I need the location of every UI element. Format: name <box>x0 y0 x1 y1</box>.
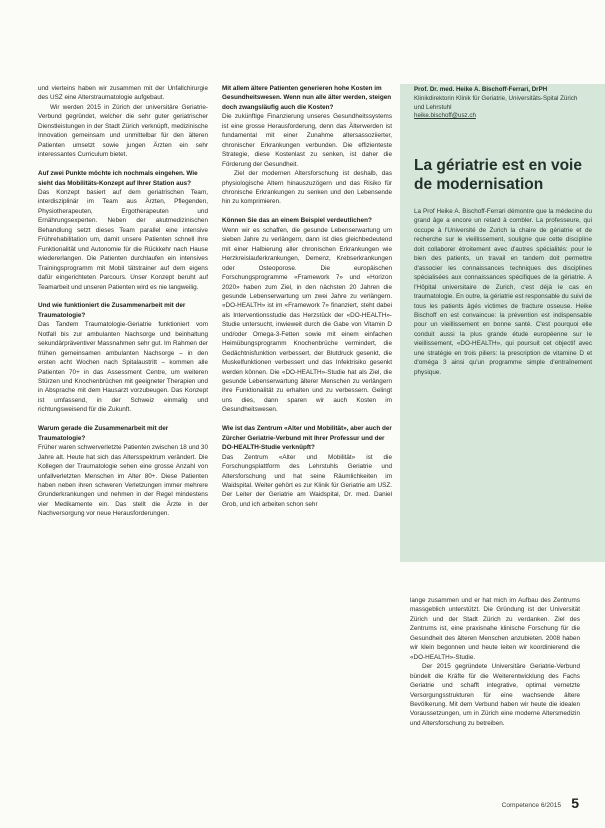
paragraph: Wir werden 2015 in Zürich der universitäre Geriatrie-Verbund gegründet, welcher die sehr guter geriatrischer Dienstleistungen in der Stadt Zürich verknüpft, medizinische Innovation gemeinsam und unmittelbar für den älteren Patienten umsetzt sowie jungen Ärzten ein sehr interessantes Curriculum bietet. <box>38 103 208 159</box>
author-name: Prof. Dr. med. Heike A. Bischoff-Ferrari, DrPH <box>414 86 548 93</box>
interview-question: Warum gerade die Zusammenarbeit mit der Traumatologie? <box>38 425 169 442</box>
article-column-1 <box>38 84 208 519</box>
author-info <box>414 86 586 121</box>
interview-answer: Das Konzept basiert auf dem geriatrischen Team, interdisziplinär im Team aus Ärzten, Pflegenden, Physiotherapeuten, Ergotherapeuten und Ernährungsexperten. Neben der akutmedizinischen Behandlung setzt dieses Team parallel eine intensive Frührehabilitation um, damit unsere Patienten schnell ihre Funktionalität und Autonomie für die Rückkehr nach Hause wiedererlangen. Die Patienten durchlaufen ein intensives Trainingsprogramm mit Mobil tätstrainer auf dem eigens dafür eingerichteten Parcours. Unser Konzept beruht auf Teamarbeit und unseren Patienten wird es nie langweilig. <box>38 188 208 291</box>
interview-answer: Die zukünftige Finanzierung unseres Gesundheitssystems ist eine grosse Herausforderung, denn das Älterwerden ist fundamental mit einer Zunahme altersassoziierter, chronischer Erkrankungen verbunden. Die effizienteste Strategie, diese Kostenlast zu senken, ist daher die Förderung der Gesundheit. <box>222 113 392 168</box>
article-column-2 <box>222 84 392 509</box>
page-number: 5 <box>571 795 579 811</box>
interview-answer: Das Zentrum «Alter und Mobilität» ist die Forschungsplattform des Lehrstuhls Geriatrie und Altersforschung und hat seine Räumlichkeiten im Waidspital. Weiter gehört es zur Klinik für Geriatrie am USZ. Der Leiter der Geriatrie am Waidspital, Dr. med. Daniel Grob, und ich arbeiten schon sehr <box>222 453 392 508</box>
interview-question: Mit allem ältere Patienten generieren hohe Kosten im Gesundheitswesen. Wenn nun alle älter werden, steigen doch zwangsläufig auch die Kosten? <box>222 85 392 111</box>
box-title: La gériatrie est en voie de modernisation <box>414 157 582 193</box>
author-role: Klinikdirektorin Klinik für Geriatrie, Universitäts-Spital Zürich und Lehrstuhl <box>414 94 578 111</box>
paragraph: und vierteins haben wir zusammen mit der Unfallchirurgie des USZ eine Alterstraumatologie aufgebaut. <box>38 85 208 102</box>
interview-question: Wie ist das Zentrum «Alter und Mobilität», aber auch der Zürcher Geriatrie-Verbund mit Ihrer Professur und der DO-HEALTH-Studie verknüpft? <box>222 425 392 452</box>
author-email-link[interactable]: heike.bischoff@usz.ch <box>414 112 476 120</box>
publication-footer: Competence 6/2015 <box>501 802 561 809</box>
interview-answer: Ziel der modernen Altersforschung ist deshalb, das physiologische Altern hinauszuzögern und das Risiko für chronische Erkrankungen zu senken und den Lebensende hin zu komprimieren. <box>222 170 392 206</box>
article-column-3 <box>410 596 580 728</box>
interview-answer: Früher waren schwerverletzte Patienten zwischen 18 und 30 Jahre alt. Heute hat sich das Altersspektrum verändert. Die Kollegen der Traumatologie sehen eine grosse Anzahl von unfallverletzten Menschen im Alter 80+. Diese Patienten haben neben ihren schweren Verletzungen immer mehrere Grunderkrankungen und nehmen in der Regel mindestens vier Medikamente ein. Das stellt die Ärzte in der Nachversorgung vor neue Herausforderungen. <box>38 444 208 518</box>
interview-question: Auf zwei Punkte möchte ich nochmals eingehen. Wie sieht das Mobilitäts-Konzept auf Ihrer Station aus? <box>38 170 198 187</box>
paragraph: lange zusammen und er hat mich im Aufbau des Zentrums massgeblich unterstützt. Die Gründung ist der Universität Zürich und der Stadt Zürich zu verdanken. Ziel des Zentrums ist, eine praxisnahe klinische Forschung für die Gesundheit des älteren Menschen anzubieten. 2008 haben wir klein begonnen und heute leiten wir koordinierend die «DO-HEALTH»-Studie. <box>410 597 580 661</box>
box-body <box>414 207 592 377</box>
paragraph: Der 2015 gegründete Universitäre Geriatrie-Verbund bündelt die Kräfte für die Weiterentwicklung des Fachs Geriatrie und schafft integrative, optimal vernetzte Versorgungsstrukturen für eine wachsende ältere Bevölkerung. Mit dem Verbund haben wir heute die idealen Voraussetzungen, um in Zürich eine moderne Altersmedizin und Altersforschung zu betreiben. <box>410 663 580 727</box>
interview-answer: Wenn wir es schaffen, die gesunde Lebenserwartung um sieben Jahre zu verlängern, dann ist dies gleichbedeutend mit einer Halbierung aller chronischen Erkrankungen wie Herzkreislauferkrankungen, Demenz, Krebserkrankungen oder Osteoporose. Die europäischen Forschungsprogramme «Framework 7» und «Horizon 2020» haben zum Ziel, in den nächsten 20 Jahren die gesunde Lebenserwartung um zwei Jahre zu verlängern. «DO-HEALTH» ist im «Framework 7» finanziert, steht dabei als Interventionsstudie das Herzstück der «DO-HEALTH»-Studie untersucht, inwieweit durch die Gabe von Vitamin D und/oder Omega-3-Fetten sowie mit einem einfachen Heimübungsprogramm Knochenbrüche vermindert, die Gedächtnisfunktion verbessert, der Blutdruck gesenkt, die Muskelfunktionen verbessert und das Infektrisiko gesenkt werden können. Die «DO-HEALTH»-Studie hat als Ziel, die gesunde Lebenserwartung älterer Menschen zu verlängern ihre Funktionalität zu erhalten und zu verbessern. Gelingt uns dies, dann sparen wir auch Kosten im Gesundheitswesen. <box>222 226 392 414</box>
interview-question: Und wie funktioniert die Zusammenarbeit mit der Traumatologie? <box>38 302 186 319</box>
interview-answer: Das Tandem Traumatologie-Geriatrie funktioniert vom Notfall bis zur ambulanten Nachsorge und beinhaltung sekundärpräventiver Massnahmen sehr gut. Im Rahmen der frühen gemeinsamen ambulanten Nachsorge – in den ersten acht Wochen nach Spitalaustritt – kommen alle Patienten 70+ in das Assessment Centre, um weiteren Stürzen und Knochenbrüchen mit geeigneter Therapien und in Absprache mit dem Hausarzt vorzubeugen. Das Konzept ist umfassend, in der Schweiz einmalig und richtungsweisend für die Zukunft. <box>38 321 208 414</box>
interview-question: Können Sie das an einem Beispiel verdeutlichen? <box>222 217 372 225</box>
box-paragraph: La Prof Heike A. Bischoff-Ferrari démontre que la médecine du grand âge a encore un retard à combler. La professeure, qui occupe à l'Université de Zurich la chaire de gériatrie et de recherche sur le vieillissement, souligne que cette discipline doit collaborer étroitement avec d'autres spécialités: pour le bien des patients, un travail en tandem doit permettre d'associer les connaissances techniques des disciplines spécialisées aux connaissances spécifiques de la gériatrie. A l'Hôpital universitaire de Zurich, c'est déjà le cas en traumatologie. En outre, la gériatrie est responsable du suivi de tous les patients âgés victimes de fracture osseuse. Heike Bischoff en est convaincue: la prévention est indispensable pour un vieillissement en bonne santé. C'est pourquoi elle conduit aussi la plus grande étude européenne sur le vieillissement, «DO-HEALTH», qui poursuit cet objectif avec une stratégie en trois piliers: la prescription de vitamine D et d'oméga 3 ainsi qu'un programme simple d'entraînement physique. <box>414 208 592 376</box>
